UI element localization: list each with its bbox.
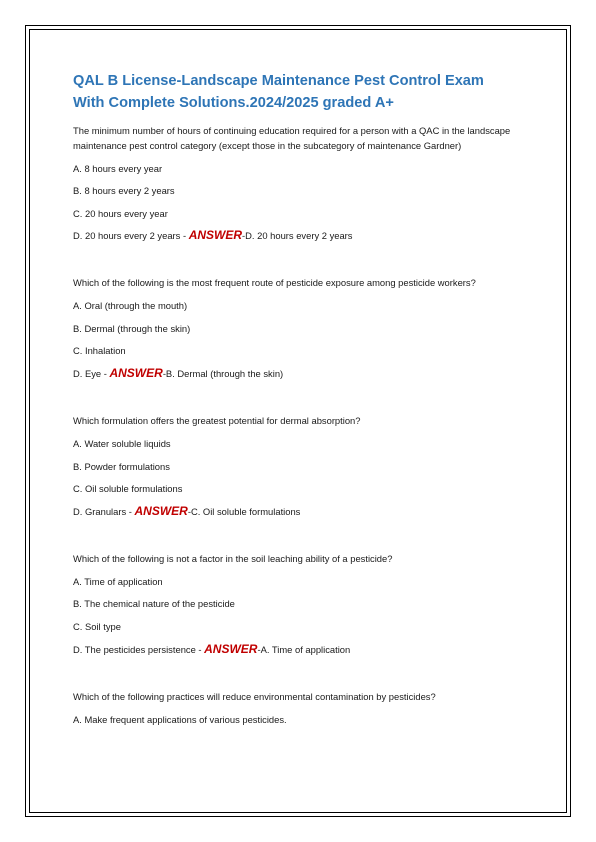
answer-keyword: ANSWER xyxy=(188,228,243,243)
q1-option-d: D. 20 hours every 2 years - xyxy=(73,230,189,242)
question-2-text: Which of the following is the most frequent route of pesticide exposure among pesticide workers? xyxy=(73,277,476,289)
q1-answer: -D. 20 hours every 2 years xyxy=(242,230,353,242)
q3-answer: -C. Oil soluble formulations xyxy=(187,505,301,517)
title-line-2: With Complete Solutions.2024/2025 graded A+ xyxy=(73,95,394,111)
q2-answer: -B. Dermal (through the skin) xyxy=(162,368,284,380)
q1-option-c: C. 20 hours every year xyxy=(73,207,168,219)
q1-option-d-with-answer xyxy=(73,229,533,242)
document-content xyxy=(73,70,533,735)
q2-option-d: D. Eye - xyxy=(73,368,110,380)
q4-option-a: A. Time of application xyxy=(73,575,163,587)
q2-option-b: B. Dermal (through the skin) xyxy=(73,322,191,334)
question-block-2 xyxy=(73,276,533,380)
q4-option-d-with-answer xyxy=(73,643,533,656)
q4-option-d: D. The pesticides persistence - xyxy=(73,643,205,655)
q1-option-b: B. 8 hours every 2 years xyxy=(73,185,175,197)
q3-option-d-with-answer xyxy=(73,505,533,518)
q4-option-c: C. Soil type xyxy=(73,621,121,633)
answer-keyword: ANSWER xyxy=(109,366,163,381)
title-line-1: QAL B License-Landscape Maintenance Pest Control Exam xyxy=(73,73,484,89)
q3-option-d: D. Granulars - xyxy=(73,505,135,517)
answer-keyword: ANSWER xyxy=(204,641,258,656)
question-4-text: Which of the following is not a factor in the soil leaching ability of a pesticide? xyxy=(73,552,393,564)
q3-option-c: C. Oil soluble formulations xyxy=(73,483,183,495)
question-block-1 xyxy=(73,124,533,242)
q2-option-d-with-answer xyxy=(73,367,533,380)
question-block-4 xyxy=(73,552,533,656)
q3-option-b: B. Powder formulations xyxy=(73,460,170,472)
q5-option-a: A. Make frequent applications of various pesticides. xyxy=(73,713,287,725)
question-5-text: Which of the following practices will reduce environmental contamination by pesticides? xyxy=(73,690,436,702)
q1-option-a: A. 8 hours every year xyxy=(73,162,163,174)
q2-option-c: C. Inhalation xyxy=(73,345,126,357)
answer-keyword: ANSWER xyxy=(134,503,188,518)
question-block-3 xyxy=(73,414,533,518)
question-block-5 xyxy=(73,690,533,726)
q4-answer: -A. Time of application xyxy=(257,643,351,655)
q4-option-b: B. The chemical nature of the pesticide xyxy=(73,598,235,610)
question-1-text: The minimum number of hours of continuing education required for a person with a QAC in the landscape maintenance pest control category (except those in the subcategory of maintenance Gardner) xyxy=(73,125,511,151)
document-title xyxy=(73,70,533,114)
q3-option-a: A. Water soluble liquids xyxy=(73,438,171,450)
q2-option-a: A. Oral (through the mouth) xyxy=(73,300,188,312)
question-3-text: Which formulation offers the greatest potential for dermal absorption? xyxy=(73,415,361,427)
